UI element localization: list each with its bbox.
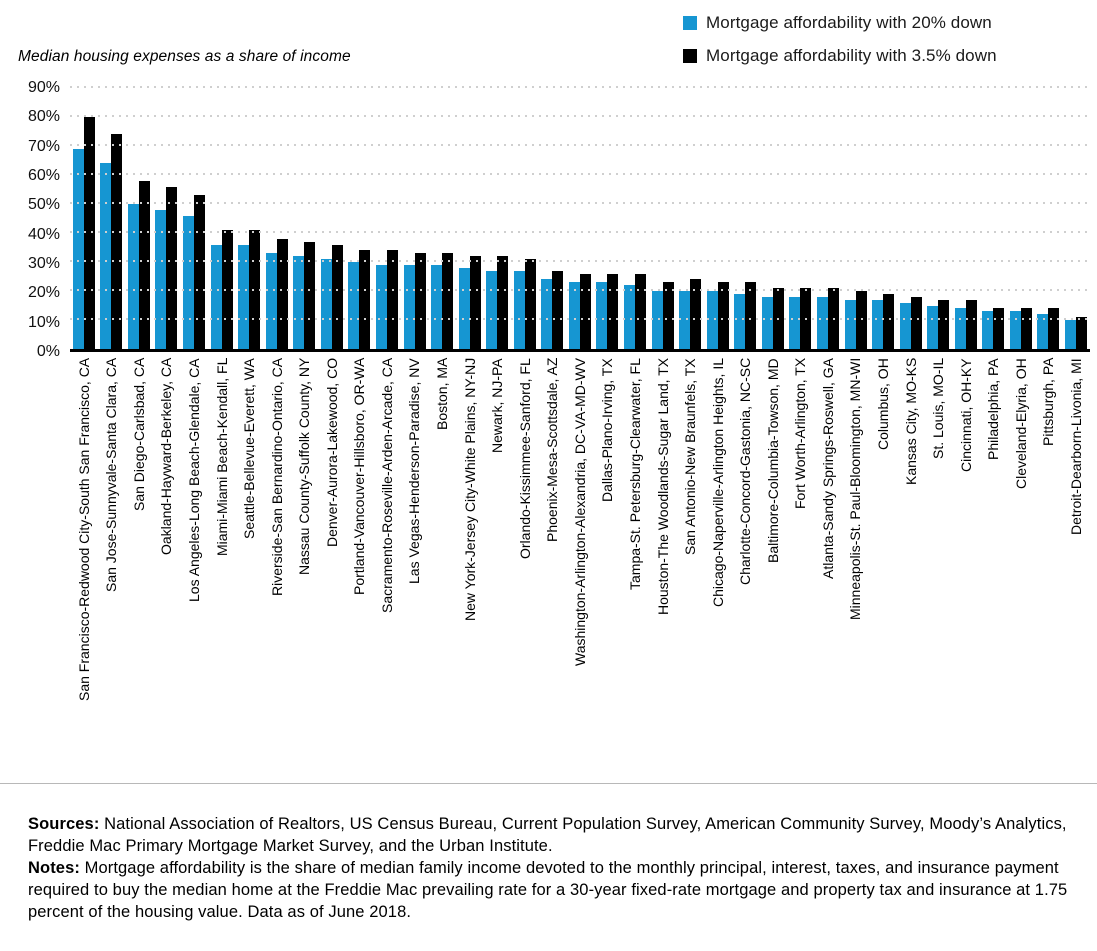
- bar-group: [621, 88, 649, 349]
- x-axis-category: [814, 358, 842, 788]
- x-axis-category-label: Columbus, OH: [875, 358, 892, 450]
- bar-group: [70, 88, 98, 349]
- x-axis-category: [153, 358, 181, 788]
- x-axis-category-label: Newark, NJ-PA: [489, 358, 506, 453]
- bar-3-5-percent-down: [883, 294, 894, 349]
- y-axis-tick-label: 0%: [36, 343, 60, 360]
- x-axis-category: [1035, 358, 1063, 788]
- bar-20-percent-down: [845, 300, 856, 349]
- bar-group: [401, 88, 429, 349]
- gridline: [70, 115, 1090, 117]
- bar-3-5-percent-down: [938, 300, 949, 349]
- bar-20-percent-down: [321, 259, 332, 349]
- bar-20-percent-down: [652, 291, 663, 349]
- gridline: [70, 173, 1090, 175]
- x-axis-category-label: Pittsburgh, PA: [1040, 358, 1057, 447]
- bar-3-5-percent-down: [663, 282, 674, 349]
- footnote-notes: [28, 857, 1074, 923]
- bar-3-5-percent-down: [1076, 317, 1087, 349]
- bar-group: [318, 88, 346, 349]
- bar-group: [483, 88, 511, 349]
- x-axis-category-label: Denver-Aurora-Lakewood, CO: [323, 358, 340, 548]
- bar-group: [511, 88, 539, 349]
- bar-group: [125, 88, 153, 349]
- x-axis-category: [952, 358, 980, 788]
- bar-group: [897, 88, 925, 349]
- bar-group: [980, 88, 1008, 349]
- bar-20-percent-down: [514, 271, 525, 349]
- bar-3-5-percent-down: [1021, 308, 1032, 349]
- bar-3-5-percent-down: [718, 282, 729, 349]
- bars-container: [70, 88, 1090, 349]
- x-axis-category-label: San Diego-Carlsbad, CA: [130, 358, 147, 512]
- x-axis-category: [373, 358, 401, 788]
- gridline: [70, 144, 1090, 146]
- bar-20-percent-down: [1065, 320, 1076, 349]
- notes-text: Mortgage affordability is the share of median family income devoted to the monthly principal, interest, taxes, and insurance payment required to buy the median home at the Freddie Mac prevailing rate for a 30-year fixed-rate mortgage and property tax and insurance at 1.75 percent of the housing value. Data as of June 2018.: [28, 859, 1068, 921]
- bar-group: [263, 88, 291, 349]
- x-axis-category: [732, 358, 760, 788]
- bar-group: [814, 88, 842, 349]
- x-axis-category: [428, 358, 456, 788]
- x-axis-category-label: Cleveland-Elyria, OH: [1012, 358, 1029, 489]
- bar-group: [153, 88, 181, 349]
- bar-3-5-percent-down: [442, 253, 453, 349]
- x-axis-category-label: Fort Worth-Arlington, TX: [792, 358, 809, 510]
- bar-group: [456, 88, 484, 349]
- y-axis-tick-label: 40%: [27, 225, 60, 243]
- y-axis-tick-label: 60%: [27, 167, 60, 184]
- x-axis-category-label: San Jose-Sunnyvale-Santa Clara, CA: [103, 358, 120, 593]
- x-axis-category: [759, 358, 787, 788]
- bar-group: [842, 88, 870, 349]
- x-axis-category: [511, 358, 539, 788]
- bar-20-percent-down: [348, 262, 359, 349]
- x-axis-category-label: Baltimore-Columbia-Towson, MD: [764, 358, 781, 563]
- x-axis-category-label: Oakland-Hayward-Berkeley, CA: [158, 358, 175, 556]
- x-axis: [70, 358, 1090, 788]
- bar-group: [428, 88, 456, 349]
- bar-3-5-percent-down: [166, 187, 177, 349]
- x-axis-category: [621, 358, 649, 788]
- y-axis-tick-label: 50%: [27, 196, 60, 214]
- x-axis-category: [98, 358, 126, 788]
- bar-20-percent-down: [955, 308, 966, 349]
- bar-20-percent-down: [817, 297, 828, 349]
- x-axis-category-label: Atlanta-Sandy Springs-Roswell, GA: [819, 358, 836, 579]
- bar-group: [1035, 88, 1063, 349]
- bar-group: [676, 88, 704, 349]
- x-axis-category-label: New York-Jersey City-White Plains, NY-NJ: [461, 358, 478, 622]
- x-axis-category-label: San Antonio-New Braunfels, TX: [682, 358, 699, 555]
- bar-group: [180, 88, 208, 349]
- x-axis-category-label: Los Angeles-Long Beach-Glendale, CA: [185, 358, 202, 602]
- x-axis-category: [291, 358, 319, 788]
- x-axis-category: [401, 358, 429, 788]
- y-axis-tick-label: 90%: [27, 79, 60, 96]
- x-axis-category: [980, 358, 1008, 788]
- x-axis-category-label: Cincinnati, OH-KY: [957, 358, 974, 472]
- bar-3-5-percent-down: [580, 274, 591, 349]
- bar-3-5-percent-down: [525, 259, 536, 349]
- bar-group: [924, 88, 952, 349]
- bar-group: [787, 88, 815, 349]
- bar-20-percent-down: [762, 297, 773, 349]
- bar-3-5-percent-down: [111, 134, 122, 349]
- bar-20-percent-down: [404, 265, 415, 349]
- x-axis-category: [70, 358, 98, 788]
- bar-group: [594, 88, 622, 349]
- bar-group: [291, 88, 319, 349]
- y-axis-tick-label: 70%: [27, 137, 60, 155]
- bar-group: [649, 88, 677, 349]
- bar-3-5-percent-down: [635, 274, 646, 349]
- bar-group: [373, 88, 401, 349]
- x-axis-category-label: Dallas-Plano-Irving, TX: [599, 358, 616, 502]
- bar-3-5-percent-down: [387, 250, 398, 349]
- x-axis-category-label: Houston-The Woodlands-Sugar Land, TX: [654, 358, 671, 616]
- bar-20-percent-down: [789, 297, 800, 349]
- legend-item-3-5-percent-down: [683, 46, 997, 66]
- x-axis-category-label: Boston, MA: [434, 358, 451, 431]
- y-axis-tick-label: 30%: [27, 255, 60, 272]
- x-axis-category: [594, 358, 622, 788]
- bar-3-5-percent-down: [139, 181, 150, 349]
- bar-3-5-percent-down: [911, 297, 922, 349]
- x-axis-category-label: Sacramento-Roseville-Arden-Arcade, CA: [378, 358, 395, 614]
- bar-20-percent-down: [376, 265, 387, 349]
- notes-label: Notes:: [28, 859, 80, 877]
- bar-3-5-percent-down: [552, 271, 563, 349]
- gridline: [70, 289, 1090, 291]
- bar-3-5-percent-down: [497, 256, 508, 349]
- bar-20-percent-down: [100, 163, 111, 349]
- bar-group: [208, 88, 236, 349]
- x-axis-category: [566, 358, 594, 788]
- x-axis-category: [539, 358, 567, 788]
- bar-3-5-percent-down: [194, 195, 205, 349]
- bar-20-percent-down: [183, 216, 194, 349]
- bar-group: [1007, 88, 1035, 349]
- gridline: [70, 318, 1090, 320]
- x-axis-category-label: Portland-Vancouver-Hillsboro, OR-WA: [351, 358, 368, 596]
- bar-20-percent-down: [266, 253, 277, 349]
- bar-3-5-percent-down: [359, 250, 370, 349]
- bar-group: [759, 88, 787, 349]
- bar-group: [566, 88, 594, 349]
- bar-group: [98, 88, 126, 349]
- x-axis-category: [869, 358, 897, 788]
- x-axis-category-label: Minneapolis-St. Paul-Bloomington, MN-WI: [847, 358, 864, 621]
- x-axis-category-label: Seattle-Bellevue-Everett, WA: [241, 358, 258, 539]
- bar-group: [952, 88, 980, 349]
- gridline: [70, 202, 1090, 204]
- footnotes: [28, 813, 1074, 923]
- sources-text: National Association of Realtors, US Census Bureau, Current Population Survey, American Community Survey, Moody’s Analytics, Freddie Mac Primary Mortgage Market Survey, and the Urban Institute.: [28, 815, 1067, 855]
- footnote-sources: [28, 813, 1074, 857]
- bar-group: [539, 88, 567, 349]
- bar-20-percent-down: [707, 291, 718, 349]
- bar-20-percent-down: [431, 265, 442, 349]
- bar-20-percent-down: [459, 268, 470, 349]
- bar-3-5-percent-down: [607, 274, 618, 349]
- bar-3-5-percent-down: [415, 253, 426, 349]
- x-axis-category: [842, 358, 870, 788]
- bar-20-percent-down: [486, 271, 497, 349]
- bar-group: [346, 88, 374, 349]
- x-axis-category: [180, 358, 208, 788]
- x-axis-category-label: Miami-Miami Beach-Kendall, FL: [213, 358, 230, 557]
- legend-item-20-percent-down: [683, 13, 997, 33]
- gridline: [70, 86, 1090, 88]
- y-axis: [0, 79, 60, 360]
- bar-group: [1062, 88, 1090, 349]
- gridline: [70, 260, 1090, 262]
- x-axis-category-label: Charlotte-Concord-Gastonia, NC-SC: [737, 358, 754, 586]
- legend: [683, 13, 997, 66]
- chart-subtitle: Median housing expenses as a share of income: [18, 48, 351, 65]
- y-axis-tick-label: 20%: [27, 284, 60, 302]
- bar-20-percent-down: [872, 300, 883, 349]
- footer-divider: [0, 783, 1097, 784]
- bar-20-percent-down: [734, 294, 745, 349]
- bar-3-5-percent-down: [304, 242, 315, 349]
- x-axis-category-label: Phoenix-Mesa-Scottsdale, AZ: [544, 358, 561, 543]
- bar-20-percent-down: [679, 291, 690, 349]
- x-axis-category: [676, 358, 704, 788]
- x-axis-category-label: Detroit-Dearborn-Livonia, MI: [1067, 358, 1084, 535]
- bar-group: [235, 88, 263, 349]
- x-axis-category: [897, 358, 925, 788]
- y-axis-tick-label: 80%: [27, 108, 60, 126]
- x-axis-category: [125, 358, 153, 788]
- bar-20-percent-down: [982, 311, 993, 349]
- x-axis-category: [704, 358, 732, 788]
- y-axis-tick-label: 10%: [27, 313, 60, 331]
- bar-group: [704, 88, 732, 349]
- x-axis-category: [263, 358, 291, 788]
- bar-20-percent-down: [569, 282, 580, 349]
- x-axis-category: [483, 358, 511, 788]
- x-axis-category-label: Chicago-Naperville-Arlington Heights, IL: [709, 358, 726, 608]
- bar-3-5-percent-down: [856, 291, 867, 349]
- bar-3-5-percent-down: [966, 300, 977, 349]
- x-axis-category: [318, 358, 346, 788]
- x-axis-category-label: Orlando-Kissimmee-Sanford, FL: [516, 358, 533, 559]
- bar-3-5-percent-down: [277, 239, 288, 349]
- x-axis-category: [787, 358, 815, 788]
- x-axis-category-label: Tampa-St. Petersburg-Clearwater, FL: [626, 358, 643, 590]
- x-axis-category-label: St. Louis, MO-IL: [930, 358, 947, 460]
- bar-3-5-percent-down: [470, 256, 481, 349]
- bar-3-5-percent-down: [84, 117, 95, 349]
- bar-3-5-percent-down: [993, 308, 1004, 349]
- bar-20-percent-down: [128, 204, 139, 349]
- x-axis-category-label: San Francisco-Redwood City-South San Francisco, CA: [75, 358, 92, 702]
- legend-label: Mortgage affordability with 3.5% down: [706, 46, 997, 65]
- bar-3-5-percent-down: [745, 282, 756, 349]
- x-axis-category-label: Philadelphia, PA: [985, 358, 1002, 460]
- x-axis-category: [1007, 358, 1035, 788]
- legend-swatch-icon: [683, 16, 697, 30]
- bar-20-percent-down: [596, 282, 607, 349]
- bar-3-5-percent-down: [1048, 308, 1059, 349]
- x-axis-category: [346, 358, 374, 788]
- x-axis-category: [456, 358, 484, 788]
- bar-20-percent-down: [927, 306, 938, 350]
- bar-group: [869, 88, 897, 349]
- legend-label: Mortgage affordability with 20% down: [706, 13, 992, 32]
- x-axis-category: [208, 358, 236, 788]
- x-axis-category-label: Nassau County-Suffolk County, NY: [296, 358, 313, 576]
- x-axis-category-label: Riverside-San Bernardino-Ontario, CA: [268, 358, 285, 597]
- gridline: [70, 231, 1090, 233]
- plot-area: [70, 88, 1090, 352]
- x-axis-category-label: Las Vegas-Henderson-Paradise, NV: [406, 358, 423, 584]
- x-axis-category: [924, 358, 952, 788]
- bar-20-percent-down: [900, 303, 911, 349]
- x-axis-category-label: Kansas City, MO-KS: [902, 358, 919, 486]
- x-axis-category: [649, 358, 677, 788]
- x-axis-category-label: Washington-Arlington-Alexandria, DC-VA-MD-WV: [571, 358, 588, 667]
- bar-20-percent-down: [1010, 311, 1021, 349]
- sources-label: Sources:: [28, 815, 100, 833]
- bar-group: [732, 88, 760, 349]
- x-axis-category: [1062, 358, 1090, 788]
- x-axis-category: [235, 358, 263, 788]
- bar-20-percent-down: [293, 256, 304, 349]
- legend-swatch-icon: [683, 49, 697, 63]
